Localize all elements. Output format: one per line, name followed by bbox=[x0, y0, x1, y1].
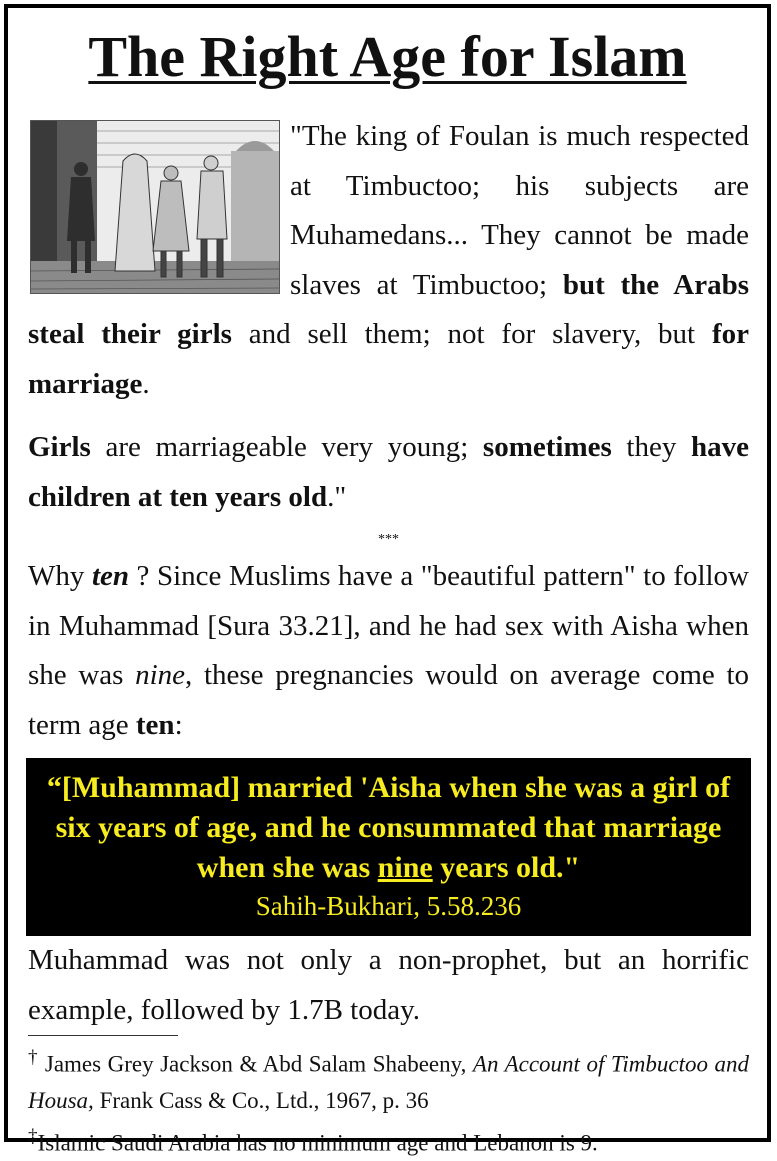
text-run: Frank Cass & Co., Ltd., 1967, p. 36 bbox=[93, 1087, 429, 1113]
conclusion-paragraph: Muhammad was not only a non-prophet, but an horrific example, followed by 1.7B today. bbox=[28, 944, 749, 1026]
text-run: ? Since Muslims have a "beautiful pattern" to follow in Muhammad [Sura 33.21], and he had sex with Aisha when she was bbox=[28, 560, 749, 691]
page-frame bbox=[4, 4, 771, 1156]
bold-text: Girls bbox=[28, 431, 91, 463]
double-dagger-mark: ‡ bbox=[28, 1125, 38, 1147]
text-run: James Grey Jackson & Abd Salam Shabeeny, bbox=[38, 1051, 473, 1077]
text-run: Islamic Saudi Arabia has no minimum age and Lebanon is 9. bbox=[37, 1130, 598, 1156]
footnote-2 bbox=[28, 1119, 749, 1161]
text-run: . bbox=[142, 367, 150, 400]
footnote-divider bbox=[28, 1035, 178, 1036]
article-body bbox=[28, 112, 749, 1161]
bold-italic-text: ten bbox=[91, 560, 129, 592]
text-run: and sell them; not for slavery, but bbox=[231, 318, 712, 350]
text-run: are marriageable very young; bbox=[90, 431, 483, 463]
text-run: "The king of Foulan is much respected at Timbuctoo; his subjects are Muhamedans... They cannot be made slaves at Timbuctoo; bbox=[290, 120, 749, 301]
bold-text: for marriage bbox=[28, 318, 749, 400]
hadith-quote-box bbox=[26, 758, 751, 936]
italic-text: nine bbox=[135, 659, 186, 691]
text-run: “[Muhammad] married 'Aisha when she was a girl of six years of age, and he consummated that marriage when she was bbox=[46, 771, 731, 884]
quote-paragraph-2 bbox=[28, 423, 749, 522]
footnote-1 bbox=[28, 1040, 749, 1119]
page-title: The Right Age for Islam bbox=[88, 24, 687, 89]
text-run: ." bbox=[327, 480, 347, 513]
commentary-paragraph bbox=[28, 552, 749, 750]
hadith-quote bbox=[34, 768, 743, 888]
italic-text: An Account of Timbuctoo and Housa, bbox=[28, 1051, 750, 1113]
engraving-image bbox=[31, 121, 279, 293]
hadith-source: Sahih-Bukhari, 5.58.236 bbox=[255, 891, 522, 921]
dagger-mark: † bbox=[28, 1047, 39, 1068]
section-separator: *** bbox=[378, 532, 399, 547]
text-run: Why bbox=[28, 560, 92, 592]
text-run: they bbox=[611, 431, 691, 463]
text-run: years old." bbox=[432, 851, 581, 884]
bold-text: sometimes bbox=[482, 431, 612, 463]
underlined-text: nine bbox=[377, 851, 433, 884]
text-run: : bbox=[174, 708, 183, 741]
bold-text: ten bbox=[135, 708, 175, 741]
text-run: , these pregnancies would on average come to term age bbox=[28, 659, 749, 741]
engraving-illustration bbox=[30, 120, 280, 294]
bold-text: but the Arabs steal their girls bbox=[28, 268, 749, 350]
bold-text: have children at ten years old bbox=[28, 431, 749, 513]
